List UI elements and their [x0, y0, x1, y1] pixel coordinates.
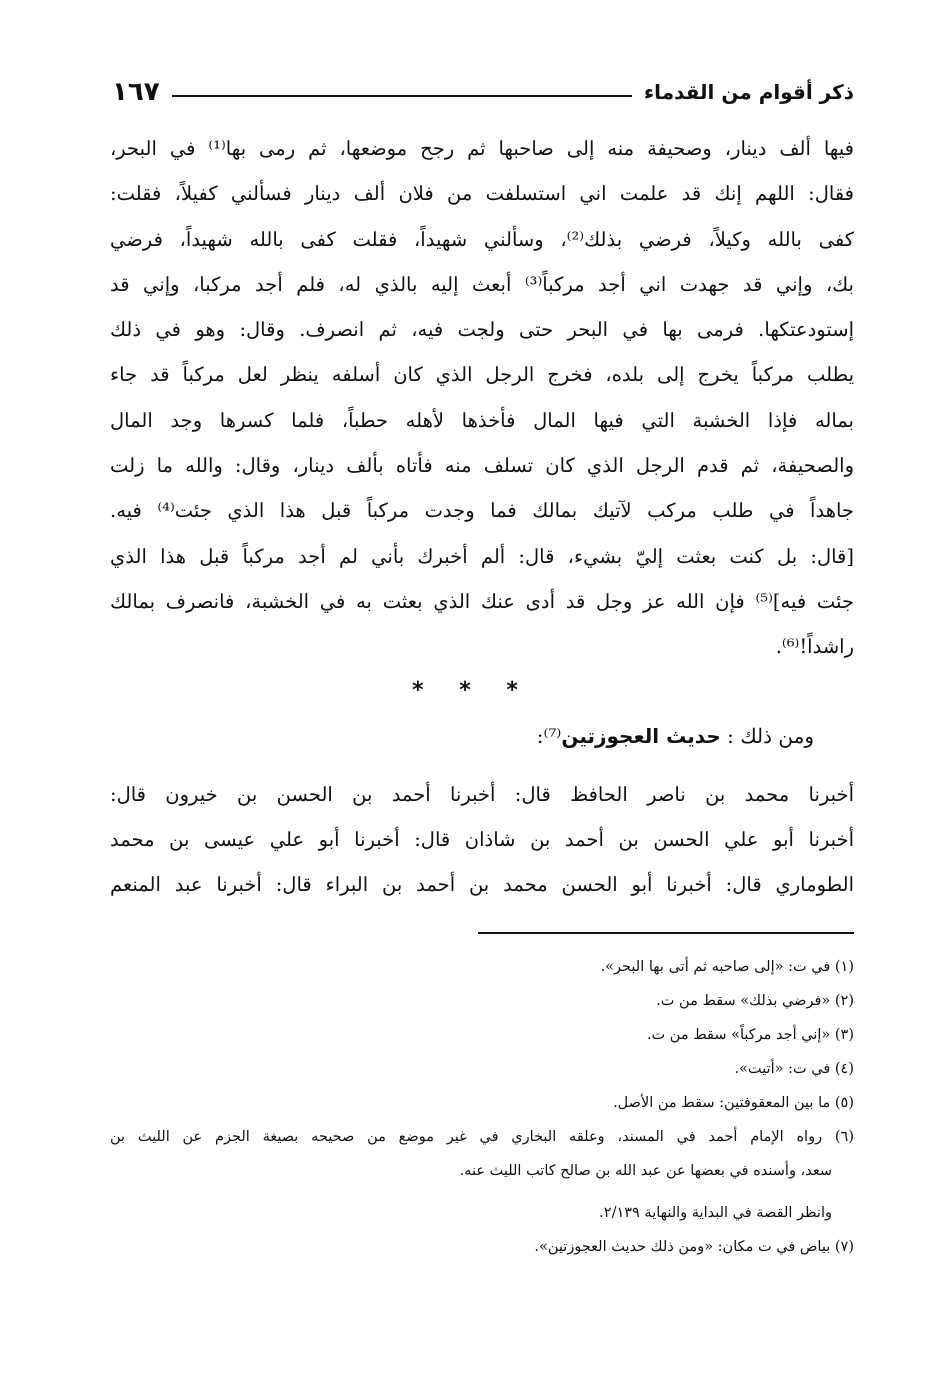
- text-line: يطلب مركباً يخرج إلى بلده، فخرج الرجل الذي كان أسلفه ينظر لعل مركباً قد جاء: [110, 363, 854, 387]
- footnote-continuation: سعد، وأسنده في بعضها عن عبد الله بن صالح كاتب الليث عنه.: [459, 1163, 832, 1179]
- section-suffix: ⁽⁷⁾:: [536, 724, 562, 748]
- main-text: [110, 126, 854, 670]
- footnote: (٢) «فرضي بذلك» سقط من ت.: [656, 993, 854, 1009]
- text-line: جاهداً في طلب مركب لآتيك بمالك فما وجدت مركباً قبل هذا الذي جئت⁽⁴⁾ فيه.: [110, 499, 854, 523]
- footnote: (١) في ت: «إلى صاحبه ثم أتى بها البحر».: [600, 959, 854, 975]
- footnote-divider: [478, 932, 854, 934]
- text-line: أخبرنا محمد بن ناصر الحافظ قال: أخبرنا أحمد بن الحسن بن خيرون قال:: [110, 783, 854, 806]
- footnote: (٧) بياض في ت مكان: «ومن ذلك حديث العجوزتين».: [534, 1239, 854, 1255]
- page-number: ١٦٧: [112, 77, 160, 107]
- footnote: (٤) في ت: «أتيت».: [734, 1061, 854, 1077]
- text-line: راشداً!⁽⁶⁾.: [775, 635, 854, 659]
- header-rule: [172, 95, 632, 97]
- footnote: (٥) ما بين المعقوفتين: سقط من الأصل.: [613, 1095, 854, 1111]
- text-line: جئت فيه]⁽⁵⁾ فإن الله عز وجل قد أدى عنك الذي بعثت به في الخشبة، فانصرف بمالك: [110, 589, 854, 613]
- text-line: كفى بالله وكيلاً، فرضي بذلك⁽²⁾، وسألني شهيداً، فقلت كفى بالله شهيداً، فرضي: [110, 227, 854, 251]
- text-line: [قال: بل كنت بعثت إليّ بشيء، قال: ألم أخبرك بأني لم أجد مركباً قبل هذا الذي: [110, 544, 854, 568]
- section-title: حديث العجوزتين: [561, 724, 721, 748]
- footnote-continuation: وانظر القصة في البداية والنهاية ٢/١٣٩.: [599, 1205, 832, 1221]
- section-heading: [110, 716, 854, 756]
- footnote: (٣) «إني أجد مركباً» سقط من ت.: [646, 1027, 854, 1043]
- footnote: (٦) رواه الإمام أحمد في المسند، وعلقه البخاري في غير موضع من صحيحه بصيغة الجزم عن الليث بن: [110, 1129, 854, 1145]
- section-separator: * * *: [412, 678, 532, 703]
- text-line: أخبرنا أبو علي الحسن بن أحمد بن شاذان قال: أخبرنا أبو علي عيسى بن محمد: [110, 828, 854, 851]
- text-line: الطوماري قال: أخبرنا أبو الحسن محمد بن أحمد بن البراء قال: أخبرنا عبد المنعم: [110, 873, 854, 896]
- section-prefix: ومن ذلك :: [727, 724, 814, 748]
- text-line: فيها ألف دينار، وصحيفة منه إلى صاحبها ثم رجح موضعها، ثم رمى بها⁽¹⁾ في البحر،: [110, 137, 854, 160]
- isnad-text: [110, 772, 854, 907]
- header-title: ذكر أقوام من القدماء: [643, 80, 854, 104]
- text-line: والصحيفة، ثم قدم الرجل الذي كان تسلف منه فأتاه بألف دينار، وقال: والله ما زلت: [110, 454, 854, 478]
- footnotes: [110, 950, 854, 1264]
- text-line: بك، وإني قد جهدت اني أجد مركباً⁽³⁾ أبعث إليه بالذي له، فلم أجد مركبا، وإني قد: [110, 272, 854, 296]
- text-line: إستودعتكها. فرمى بها في البحر حتى ولجت فيه، ثم انصرف. وقال: وهو في ذلك: [110, 318, 854, 342]
- running-header: [112, 72, 854, 112]
- text-line: فقال: اللهم إنك قد علمت اني استسلفت من فلان ألف دينار فسألني كفيلاً، فقلت:: [110, 182, 854, 206]
- text-line: بماله فإذا الخشبة التي فيها المال فأخذها لأهله حطباً، فلما كسرها وجد المال: [110, 408, 854, 432]
